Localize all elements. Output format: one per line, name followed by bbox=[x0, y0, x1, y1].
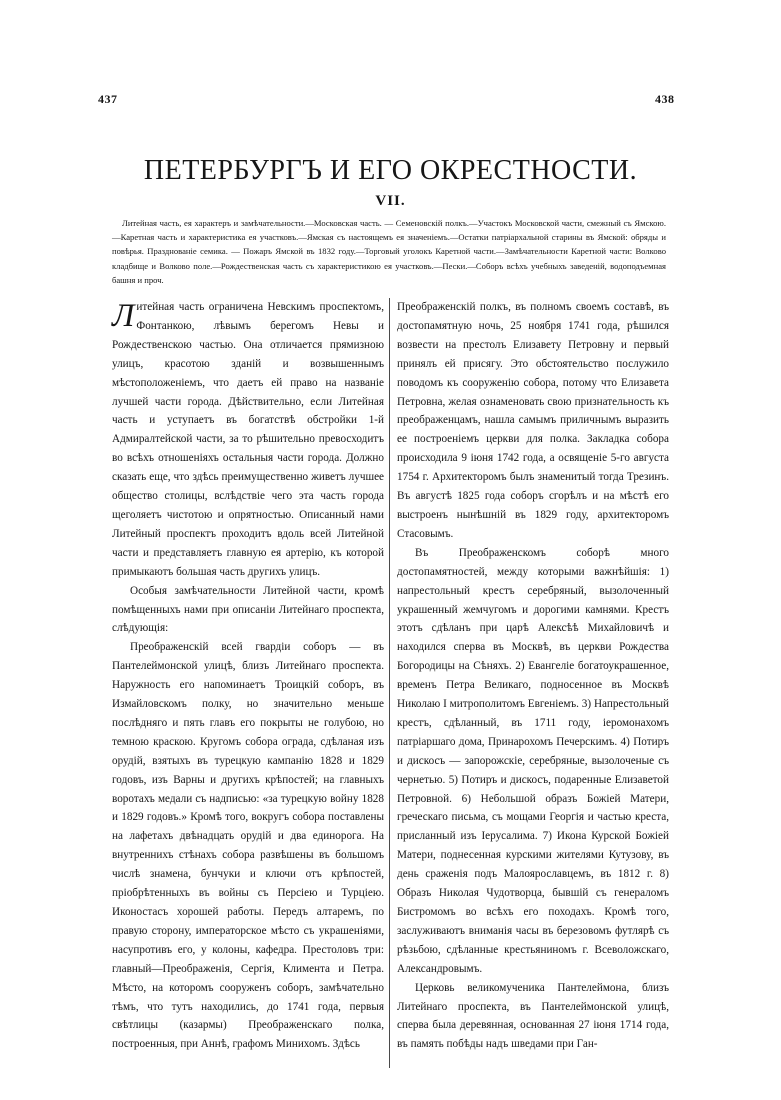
paragraph: Особыя замѣчательности Литейной части, кромѣ помѣщенныхъ нами при описаніи Литейнаго проспекта, слѣдующія: bbox=[112, 584, 384, 635]
right-column bbox=[397, 298, 669, 1054]
chapter-number: VII. bbox=[375, 193, 406, 209]
paragraph: Церковь великомученика Пантелеймона, близъ Литейнаго проспекта, въ Пантелеймонской улицѣ, сперва была деревянная, основанная 27 іюня 1714 года, въ память побѣды надъ шведами при Ган- bbox=[397, 981, 669, 1051]
paragraph bbox=[112, 298, 384, 582]
page-number-left: 437 bbox=[98, 92, 118, 106]
left-column bbox=[112, 298, 384, 1054]
paragraph: Въ Преображенскомъ соборѣ много достопамятностей, между которыми важнѣйшія: 1) напрестольный крестъ серебряный, вызолоченный украшенный жемчугомъ и дорогими камнями. Крестъ этотъ сдѣланъ при царѣ Алексѣѣ Михайловичѣ и находился сперва въ Москвѣ, въ церкви Рождества Богородицы на Сѣняхъ. 2) Евангеліе богатоукрашенное, временъ Петра Великаго, подносенное въ Москвѣ Николаю I митрополитомъ Евгеніемъ. 3) Напрестольный крестъ, сдѣланный, въ 1711 году, іеромонахомъ патріаршаго дома, Принарохомъ Печерскимъ. 4) Потиръ и дискосъ — запорожскіе, серебряные, вызолоченые съ чернетью. 5) Потиръ и дискосъ, подаренные Елизаветой Петровной. 6) Небольшой образъ Божіей Матери, греческаго письма, съ мощами Георгія и частью креста, присланный изъ Іерусалима. 7) Икона Курской Божіей Матери, поднесенная курскими жителями Кутузову, въ день сраженія подъ Малоярославцемъ, въ 1812 г. 8) Образъ Николая Чудотворца, бывшій съ генераломъ Бистромомъ во всѣхъ его походахъ. Кромѣ того, заслуживаютъ вниманія часы въ березовомъ футлярѣ съ рѣзьбою, сдѣланные крестьяниномъ г. Всеволожскаго, Александровымъ. bbox=[397, 546, 669, 975]
page-title: ПЕТЕРБУРГЪ И ЕГО ОКРЕСТНОСТИ. bbox=[143, 155, 638, 186]
column-divider bbox=[389, 298, 390, 1068]
paragraph: Преображенскій полкъ, въ полномъ своемъ составѣ, въ достопамятную ночь, 25 ноября 1741 года, рѣшился возвести на престолъ Елизавету Петровну и первый принялъ ей присягу. Это обстоятельство послужило поводомъ къ сооруженію собора, потому что Елизавета Петровна, желая ознаменовать свою признательность къ преображенцамъ, нашла самымъ приличнымъ выразить ее построеніемъ церкви для полка. Закладка собора происходила 9 іюня 1742 года, а освященіе 5-го августа 1754 г. Архитекторомъ былъ знаменитый тогда Трезинъ. Въ августѣ 1825 года соборъ сгорѣлъ и на мѣстѣ его выстроенъ нынѣшній въ 1829 году, архитекторомъ Стасовымъ. bbox=[397, 301, 669, 540]
page-number-right: 438 bbox=[655, 92, 675, 106]
drop-cap: Л bbox=[112, 298, 135, 334]
paragraph: Преображенскій всей гвардіи соборъ — въ Пантелеймонской улицѣ, близъ Литейнаго проспекта. Наружность его напоминаетъ Троицкій соборъ, въ Измайловскомъ полку, но значительно меньше послѣдняго и пять главъ его покрыты не голубою, но темною краскою. Кругомъ собора ограда, сдѣланая изъ орудій, взятыхъ въ турецкую кампанію 1828 и 1829 годовъ, изъ Варны и другихъ крѣпостей; на главныхъ воротахъ медали съ надписью: «за турецкую войну 1828 и 1829 годовъ.» Кромѣ того, вокругъ собора поставлены на лафетахъ двѣнадцать орудій и два единорога. На внутреннихъ стѣнахъ собора развѣшены въ большомъ числѣ знамена, бунчуки и ключи отъ крѣпостей, пріобрѣтенныхъ въ войны съ Персіею и Турціею. Иконостасъ хорошей работы. Передъ алтаремъ, по правую сторону, императорское мѣсто съ украшеніями, насупротивъ его, у колоны, кафедра. Престоловъ три: главный—Преображенія, Сергія, Климента и Петра. Мѣсто, на которомъ сооруженъ соборъ, замѣчательно тѣмъ, что тутъ находились, до 1741 года, первыя свѣтлицы (казармы) Преображенскаго полка, построенныя, при Аннѣ, графомъ Минихомъ. Здѣсь bbox=[112, 641, 384, 1051]
chapter-synopsis: Литейная часть, ея характеръ и замѣчательности.—Московская часть. — Семеновскій полкъ.—Участокъ Московской части, смежный съ Ямскою.—Каретная часть и характеристика ея участковъ.—Ямская съ настоящемъ ея значеніемъ.—Остатки патріархальной старины въ Ямской: обряды и повѣрья. Празднованіе семика. — Пожаръ Ямской въ 1832 году.—Торговый уголокъ Каретной части.—Замѣчательности Каретной части: Волково кладбище и Волково поле.—Рождественская часть съ характеристикою ея участковъ.—Пески.—Соборъ всѣхъ учебныхъ заведеній, водоподъемная башня и проч. bbox=[112, 218, 666, 285]
paragraph-text: итейная часть ограничена Невскимъ проспектомъ, Фонтанкою, лѣвымъ берегомъ Невы и Рождественскою частью. Она отличается прямизною улицъ, красотою зданій и возвышеннымъ мѣстоположеніемъ, что даетъ ей право на названіе лучшей части города. Дѣйствительно, если Литейная часть и уступаетъ въ богатствѣ обстройки 1-й Адмиралтейской части, за то рѣшительно превосходитъ во всѣхъ отношеніяхъ остальныя части города. Должно сказать еще, что здѣсь преимущественно живетъ лучшее общество столицы, вслѣдствіе чего эта часть города щеголяетъ чистотою и опрятностью. Описанный нами Литейный проспектъ проходитъ вдоль всей Литейной части и представляетъ главную ея артерію, къ которой примыкаютъ большая часть другихъ улицъ. bbox=[112, 301, 384, 578]
